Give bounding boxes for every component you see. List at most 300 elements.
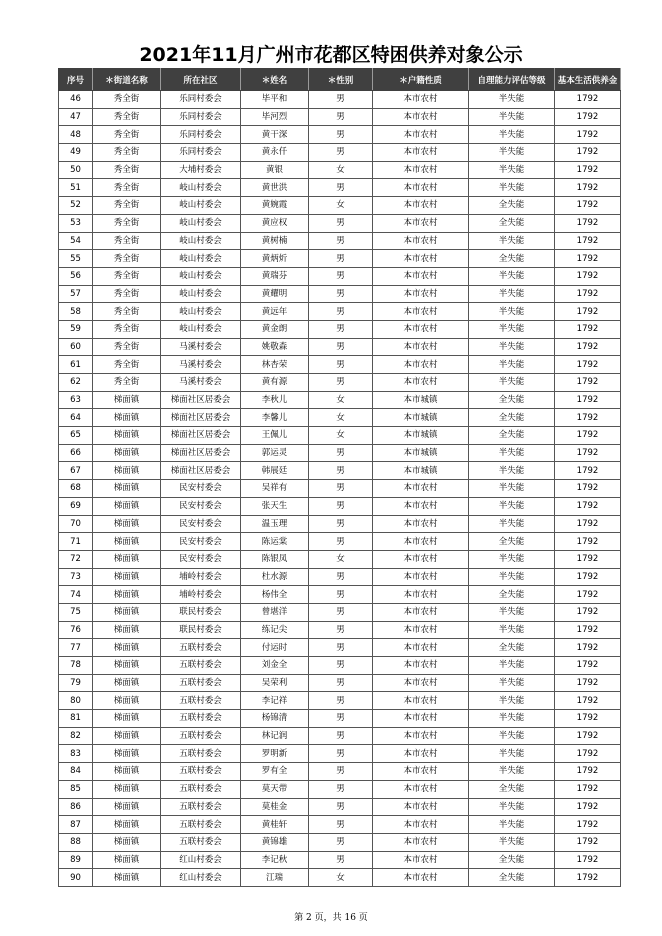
cell-community: 五联村委会 [161, 639, 241, 657]
cell-allowance: 1792 [555, 657, 621, 675]
table-row [59, 232, 621, 250]
cell-gender: 男 [309, 533, 373, 551]
cell-name: 曾堪洋 [241, 603, 309, 621]
cell-self-care-level: 全失能 [469, 427, 555, 445]
cell-community: 民安村委会 [161, 497, 241, 515]
cell-gender: 男 [309, 267, 373, 285]
cell-name: 陈银凤 [241, 550, 309, 568]
cell-allowance: 1792 [555, 267, 621, 285]
cell-household-type: 本市农村 [373, 639, 469, 657]
cell-community: 乐同村委会 [161, 91, 241, 109]
cell-self-care-level: 半失能 [469, 745, 555, 763]
cell-street: 秀全街 [93, 214, 161, 232]
cell-index: 75 [59, 603, 93, 621]
cell-name: 韩展廷 [241, 462, 309, 480]
cell-gender: 男 [309, 763, 373, 781]
cell-allowance: 1792 [555, 391, 621, 409]
table-header-row [59, 69, 621, 91]
cell-self-care-level: 半失能 [469, 515, 555, 533]
cell-name: 吴祥有 [241, 480, 309, 498]
cell-name: 张天生 [241, 497, 309, 515]
cell-household-type: 本市城镇 [373, 444, 469, 462]
cell-index: 63 [59, 391, 93, 409]
cell-community: 梯面社区居委会 [161, 409, 241, 427]
table-row [59, 568, 621, 586]
header-index: 序号 [59, 69, 93, 91]
cell-community: 马溪村委会 [161, 356, 241, 374]
cell-self-care-level: 半失能 [469, 763, 555, 781]
cell-street: 梯面镇 [93, 869, 161, 887]
cell-gender: 男 [309, 497, 373, 515]
cell-gender: 男 [309, 710, 373, 728]
cell-street: 梯面镇 [93, 639, 161, 657]
cell-household-type: 本市农村 [373, 144, 469, 162]
table-row [59, 444, 621, 462]
cell-street: 梯面镇 [93, 657, 161, 675]
cell-street: 秀全街 [93, 179, 161, 197]
page-title: 2021年11月广州市花都区特困供养对象公示 [139, 44, 523, 66]
cell-name: 林杏荣 [241, 356, 309, 374]
table-row [59, 179, 621, 197]
cell-household-type: 本市城镇 [373, 409, 469, 427]
cell-index: 64 [59, 409, 93, 427]
cell-self-care-level: 半失能 [469, 232, 555, 250]
table-row [59, 214, 621, 232]
cell-name: 姚敬森 [241, 338, 309, 356]
cell-index: 62 [59, 374, 93, 392]
cell-household-type: 本市农村 [373, 374, 469, 392]
cell-gender: 男 [309, 480, 373, 498]
cell-community: 马溪村委会 [161, 338, 241, 356]
cell-community: 五联村委会 [161, 692, 241, 710]
cell-self-care-level: 半失能 [469, 727, 555, 745]
cell-household-type: 本市农村 [373, 798, 469, 816]
table-body [59, 91, 621, 887]
cell-index: 77 [59, 639, 93, 657]
cell-index: 88 [59, 833, 93, 851]
table-row [59, 745, 621, 763]
table-row [59, 710, 621, 728]
cell-community: 民安村委会 [161, 550, 241, 568]
table-row [59, 763, 621, 781]
cell-gender: 男 [309, 126, 373, 144]
cell-gender: 男 [309, 250, 373, 268]
cell-street: 梯面镇 [93, 763, 161, 781]
cell-name: 黄永仟 [241, 144, 309, 162]
cell-household-type: 本市农村 [373, 338, 469, 356]
cell-street: 秀全街 [93, 232, 161, 250]
cell-allowance: 1792 [555, 851, 621, 869]
cell-allowance: 1792 [555, 427, 621, 445]
cell-self-care-level: 全失能 [469, 197, 555, 215]
page-footer: 第 2 页，共 16 页 [294, 913, 368, 923]
cell-gender: 男 [309, 851, 373, 869]
cell-allowance: 1792 [555, 763, 621, 781]
cell-street: 梯面镇 [93, 497, 161, 515]
table-row [59, 303, 621, 321]
cell-self-care-level: 全失能 [469, 639, 555, 657]
table-row [59, 320, 621, 338]
cell-name: 李馨儿 [241, 409, 309, 427]
cell-street: 梯面镇 [93, 427, 161, 445]
cell-index: 59 [59, 320, 93, 338]
cell-gender: 男 [309, 320, 373, 338]
cell-gender: 男 [309, 568, 373, 586]
cell-index: 68 [59, 480, 93, 498]
cell-index: 85 [59, 780, 93, 798]
cell-allowance: 1792 [555, 727, 621, 745]
cell-street: 梯面镇 [93, 444, 161, 462]
cell-street: 梯面镇 [93, 710, 161, 728]
cell-street: 梯面镇 [93, 568, 161, 586]
cell-self-care-level: 半失能 [469, 91, 555, 109]
cell-gender: 女 [309, 427, 373, 445]
cell-self-care-level: 半失能 [469, 108, 555, 126]
cell-name: 黄银 [241, 161, 309, 179]
table-row [59, 374, 621, 392]
cell-allowance: 1792 [555, 444, 621, 462]
cell-street: 梯面镇 [93, 816, 161, 834]
cell-name: 王佩儿 [241, 427, 309, 445]
cell-name: 黄世洪 [241, 179, 309, 197]
cell-self-care-level: 全失能 [469, 250, 555, 268]
cell-self-care-level: 半失能 [469, 710, 555, 728]
cell-index: 70 [59, 515, 93, 533]
cell-gender: 男 [309, 303, 373, 321]
table-row [59, 657, 621, 675]
cell-name: 罗有全 [241, 763, 309, 781]
cell-community: 五联村委会 [161, 710, 241, 728]
cell-name: 毕平和 [241, 91, 309, 109]
cell-community: 五联村委会 [161, 745, 241, 763]
cell-community: 民安村委会 [161, 515, 241, 533]
cell-street: 秀全街 [93, 303, 161, 321]
cell-household-type: 本市农村 [373, 533, 469, 551]
cell-gender: 男 [309, 657, 373, 675]
cell-name: 杜水源 [241, 568, 309, 586]
cell-index: 89 [59, 851, 93, 869]
cell-index: 83 [59, 745, 93, 763]
cell-self-care-level: 全失能 [469, 214, 555, 232]
cell-gender: 女 [309, 391, 373, 409]
table-row [59, 144, 621, 162]
cell-street: 梯面镇 [93, 833, 161, 851]
cell-street: 梯面镇 [93, 586, 161, 604]
cell-gender: 男 [309, 621, 373, 639]
cell-self-care-level: 半失能 [469, 568, 555, 586]
cell-index: 57 [59, 285, 93, 303]
cell-community: 梯面社区居委会 [161, 427, 241, 445]
cell-self-care-level: 半失能 [469, 692, 555, 710]
cell-street: 梯面镇 [93, 391, 161, 409]
cell-household-type: 本市农村 [373, 816, 469, 834]
cell-community: 埔岭村委会 [161, 568, 241, 586]
cell-index: 87 [59, 816, 93, 834]
cell-self-care-level: 半失能 [469, 179, 555, 197]
beneficiary-table [58, 68, 621, 887]
cell-gender: 男 [309, 639, 373, 657]
cell-community: 五联村委会 [161, 674, 241, 692]
cell-self-care-level: 全失能 [469, 533, 555, 551]
cell-name: 黄婉霞 [241, 197, 309, 215]
cell-community: 岐山村委会 [161, 320, 241, 338]
table-row [59, 816, 621, 834]
cell-index: 67 [59, 462, 93, 480]
cell-allowance: 1792 [555, 161, 621, 179]
table-row [59, 126, 621, 144]
cell-household-type: 本市农村 [373, 657, 469, 675]
cell-gender: 女 [309, 550, 373, 568]
cell-gender: 女 [309, 197, 373, 215]
cell-street: 秀全街 [93, 320, 161, 338]
header-name: ＊姓名 [241, 69, 309, 91]
cell-community: 五联村委会 [161, 727, 241, 745]
cell-allowance: 1792 [555, 621, 621, 639]
cell-index: 50 [59, 161, 93, 179]
cell-index: 46 [59, 91, 93, 109]
cell-street: 梯面镇 [93, 745, 161, 763]
cell-household-type: 本市农村 [373, 285, 469, 303]
cell-allowance: 1792 [555, 91, 621, 109]
cell-allowance: 1792 [555, 586, 621, 604]
cell-street: 秀全街 [93, 356, 161, 374]
cell-allowance: 1792 [555, 798, 621, 816]
cell-gender: 男 [309, 91, 373, 109]
cell-street: 梯面镇 [93, 674, 161, 692]
cell-name: 黄远年 [241, 303, 309, 321]
cell-allowance: 1792 [555, 639, 621, 657]
cell-self-care-level: 半失能 [469, 126, 555, 144]
table-row [59, 851, 621, 869]
cell-index: 81 [59, 710, 93, 728]
cell-community: 民安村委会 [161, 533, 241, 551]
table-row [59, 621, 621, 639]
cell-index: 53 [59, 214, 93, 232]
cell-gender: 男 [309, 833, 373, 851]
cell-household-type: 本市农村 [373, 710, 469, 728]
cell-gender: 男 [309, 603, 373, 621]
cell-self-care-level: 全失能 [469, 586, 555, 604]
cell-gender: 男 [309, 214, 373, 232]
table-row [59, 674, 621, 692]
cell-name: 郭运灵 [241, 444, 309, 462]
table-row [59, 798, 621, 816]
cell-street: 梯面镇 [93, 780, 161, 798]
cell-name: 黄有源 [241, 374, 309, 392]
cell-community: 岐山村委会 [161, 197, 241, 215]
cell-allowance: 1792 [555, 197, 621, 215]
cell-street: 秀全街 [93, 250, 161, 268]
cell-self-care-level: 半失能 [469, 798, 555, 816]
cell-index: 52 [59, 197, 93, 215]
cell-gender: 男 [309, 515, 373, 533]
cell-allowance: 1792 [555, 833, 621, 851]
cell-household-type: 本市农村 [373, 232, 469, 250]
table-row [59, 197, 621, 215]
cell-index: 47 [59, 108, 93, 126]
cell-self-care-level: 全失能 [469, 869, 555, 887]
cell-self-care-level: 全失能 [469, 409, 555, 427]
cell-street: 秀全街 [93, 285, 161, 303]
cell-community: 红山村委会 [161, 851, 241, 869]
table-row [59, 427, 621, 445]
cell-self-care-level: 半失能 [469, 621, 555, 639]
cell-allowance: 1792 [555, 285, 621, 303]
cell-name: 陈运棠 [241, 533, 309, 551]
cell-community: 五联村委会 [161, 798, 241, 816]
cell-allowance: 1792 [555, 674, 621, 692]
table-row [59, 833, 621, 851]
table-row [59, 480, 621, 498]
cell-street: 梯面镇 [93, 621, 161, 639]
cell-household-type: 本市城镇 [373, 427, 469, 445]
cell-index: 61 [59, 356, 93, 374]
cell-gender: 男 [309, 374, 373, 392]
cell-self-care-level: 半失能 [469, 320, 555, 338]
cell-community: 埔岭村委会 [161, 586, 241, 604]
cell-gender: 男 [309, 179, 373, 197]
cell-gender: 男 [309, 674, 373, 692]
table-row [59, 250, 621, 268]
cell-household-type: 本市农村 [373, 727, 469, 745]
cell-self-care-level: 半失能 [469, 144, 555, 162]
cell-community: 梯面社区居委会 [161, 462, 241, 480]
table-row [59, 462, 621, 480]
cell-index: 55 [59, 250, 93, 268]
cell-index: 72 [59, 550, 93, 568]
cell-index: 56 [59, 267, 93, 285]
cell-name: 黄干深 [241, 126, 309, 144]
cell-allowance: 1792 [555, 232, 621, 250]
table-row [59, 727, 621, 745]
cell-street: 梯面镇 [93, 851, 161, 869]
cell-self-care-level: 半失能 [469, 480, 555, 498]
cell-gender: 男 [309, 444, 373, 462]
cell-gender: 男 [309, 108, 373, 126]
cell-community: 五联村委会 [161, 833, 241, 851]
cell-street: 梯面镇 [93, 515, 161, 533]
cell-self-care-level: 全失能 [469, 780, 555, 798]
table-row [59, 267, 621, 285]
cell-household-type: 本市农村 [373, 356, 469, 374]
cell-self-care-level: 半失能 [469, 267, 555, 285]
cell-self-care-level: 半失能 [469, 374, 555, 392]
header-gender: ＊性别 [309, 69, 373, 91]
cell-name: 黄锦雄 [241, 833, 309, 851]
cell-community: 岐山村委会 [161, 250, 241, 268]
cell-allowance: 1792 [555, 692, 621, 710]
table-row [59, 391, 621, 409]
cell-name: 李记秋 [241, 851, 309, 869]
cell-household-type: 本市农村 [373, 497, 469, 515]
cell-community: 联民村委会 [161, 621, 241, 639]
table-row [59, 869, 621, 887]
cell-community: 五联村委会 [161, 780, 241, 798]
cell-allowance: 1792 [555, 869, 621, 887]
cell-household-type: 本市农村 [373, 780, 469, 798]
cell-gender: 男 [309, 462, 373, 480]
cell-self-care-level: 半失能 [469, 497, 555, 515]
table-row [59, 285, 621, 303]
cell-index: 73 [59, 568, 93, 586]
cell-self-care-level: 半失能 [469, 674, 555, 692]
cell-allowance: 1792 [555, 179, 621, 197]
cell-index: 71 [59, 533, 93, 551]
cell-household-type: 本市城镇 [373, 462, 469, 480]
cell-name: 黄应权 [241, 214, 309, 232]
cell-name: 黄桂轩 [241, 816, 309, 834]
cell-community: 岐山村委会 [161, 179, 241, 197]
header-street: ＊街道名称 [93, 69, 161, 91]
cell-street: 梯面镇 [93, 603, 161, 621]
cell-allowance: 1792 [555, 780, 621, 798]
cell-street: 梯面镇 [93, 462, 161, 480]
cell-self-care-level: 半失能 [469, 603, 555, 621]
cell-gender: 女 [309, 409, 373, 427]
header-self-care-level: 自理能力评估等级 [469, 69, 555, 91]
cell-household-type: 本市农村 [373, 91, 469, 109]
cell-gender: 男 [309, 727, 373, 745]
cell-street: 梯面镇 [93, 727, 161, 745]
cell-allowance: 1792 [555, 320, 621, 338]
cell-household-type: 本市农村 [373, 515, 469, 533]
cell-gender: 女 [309, 869, 373, 887]
cell-community: 岐山村委会 [161, 303, 241, 321]
cell-gender: 女 [309, 161, 373, 179]
cell-household-type: 本市农村 [373, 161, 469, 179]
cell-community: 乐同村委会 [161, 108, 241, 126]
cell-street: 梯面镇 [93, 550, 161, 568]
cell-self-care-level: 半失能 [469, 833, 555, 851]
cell-community: 民安村委会 [161, 480, 241, 498]
cell-index: 49 [59, 144, 93, 162]
cell-self-care-level: 半失能 [469, 338, 555, 356]
cell-allowance: 1792 [555, 816, 621, 834]
cell-allowance: 1792 [555, 409, 621, 427]
cell-street: 秀全街 [93, 91, 161, 109]
cell-street: 梯面镇 [93, 798, 161, 816]
cell-self-care-level: 全失能 [469, 851, 555, 869]
cell-self-care-level: 半失能 [469, 657, 555, 675]
cell-name: 莫天带 [241, 780, 309, 798]
table-row [59, 108, 621, 126]
cell-street: 秀全街 [93, 267, 161, 285]
cell-allowance: 1792 [555, 480, 621, 498]
cell-self-care-level: 半失能 [469, 161, 555, 179]
cell-street: 秀全街 [93, 197, 161, 215]
cell-allowance: 1792 [555, 568, 621, 586]
cell-household-type: 本市农村 [373, 126, 469, 144]
cell-name: 黄树楠 [241, 232, 309, 250]
cell-name: 杨伟全 [241, 586, 309, 604]
table-row [59, 603, 621, 621]
cell-community: 乐同村委会 [161, 126, 241, 144]
cell-street: 秀全街 [93, 374, 161, 392]
cell-allowance: 1792 [555, 533, 621, 551]
cell-self-care-level: 全失能 [469, 391, 555, 409]
cell-name: 黄瑞芬 [241, 267, 309, 285]
cell-household-type: 本市农村 [373, 108, 469, 126]
table-row [59, 161, 621, 179]
cell-allowance: 1792 [555, 144, 621, 162]
cell-index: 90 [59, 869, 93, 887]
cell-community: 红山村委会 [161, 869, 241, 887]
cell-self-care-level: 半失能 [469, 550, 555, 568]
cell-self-care-level: 半失能 [469, 303, 555, 321]
cell-allowance: 1792 [555, 214, 621, 232]
cell-community: 五联村委会 [161, 763, 241, 781]
cell-index: 86 [59, 798, 93, 816]
